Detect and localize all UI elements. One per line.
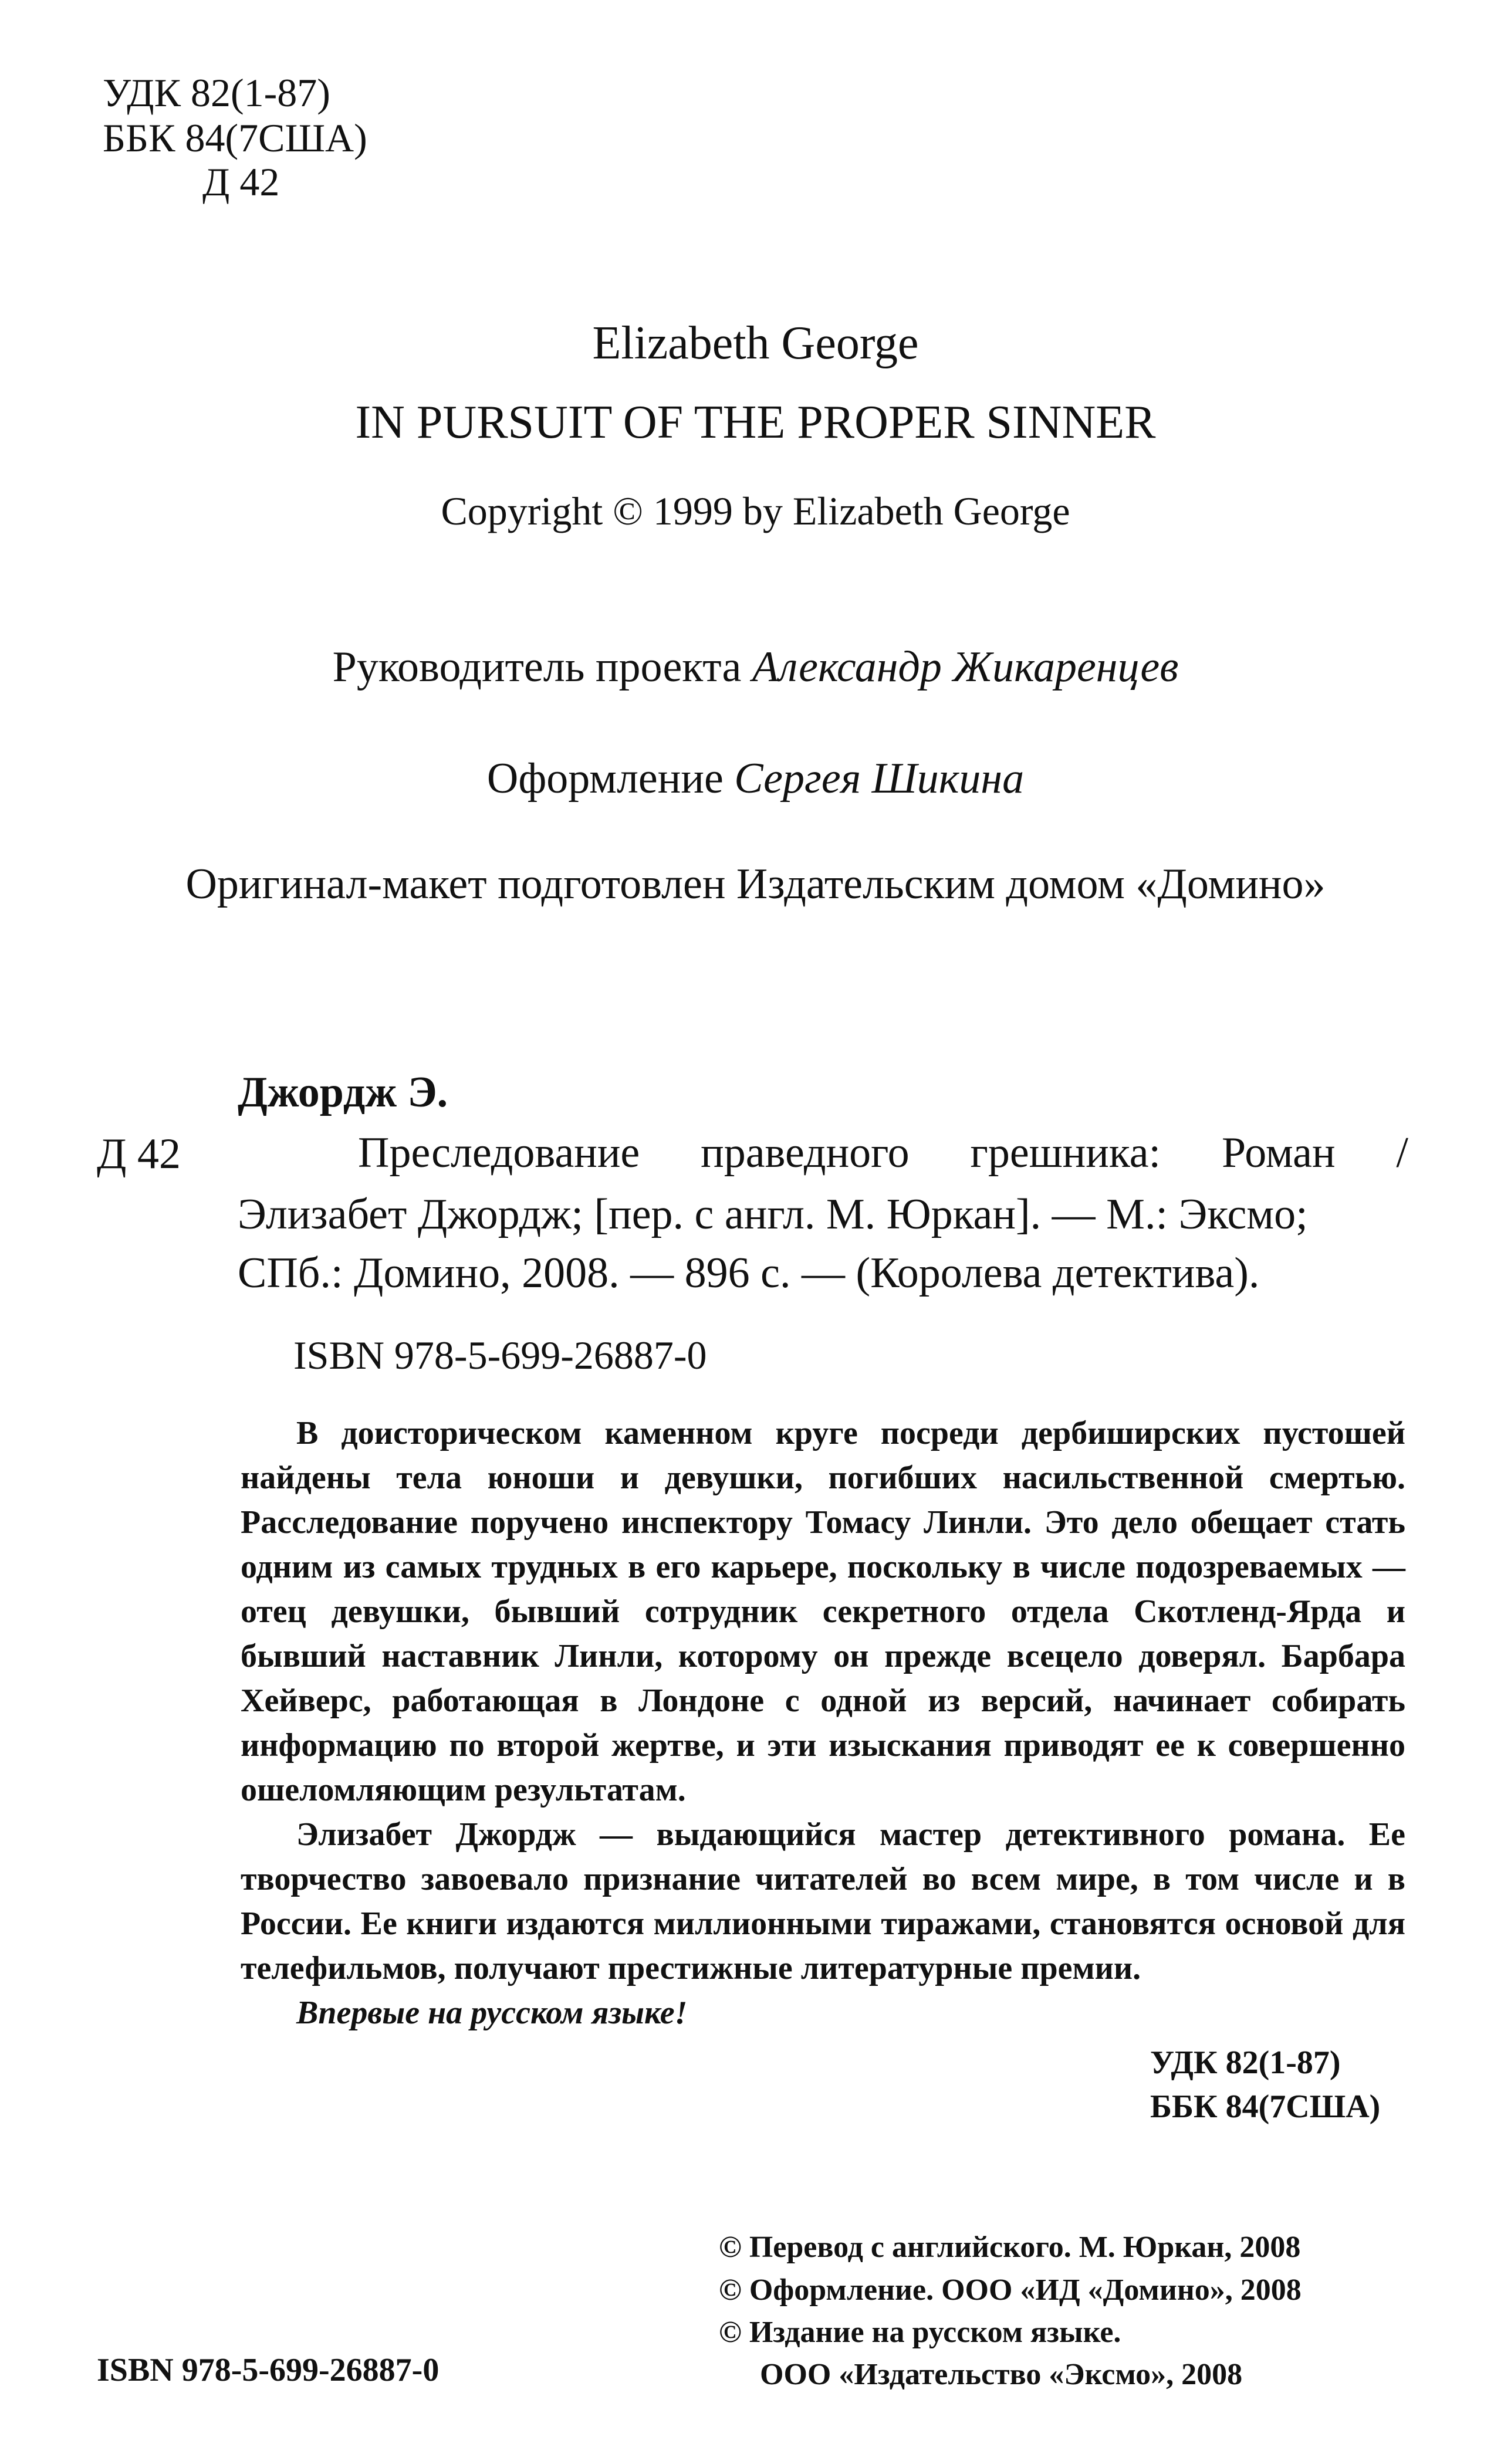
annotation-paragraph-2: Элизабет Джордж — выдающийся мастер детективного романа. Ее творчество завоевало признание читателей во всем мире, в том числе и в России. Ее книги издаются миллионными тиражами, становятся основой для телефильмов, получают престижные литературные премии. bbox=[241, 1816, 1405, 1986]
original-author: Elizabeth George bbox=[592, 317, 919, 369]
copyright-translation: © Перевод с английского. М. Юркан, 2008 bbox=[719, 2231, 1301, 2264]
entry-line-2: Элизабет Джордж; [пер. с англ. М. Юркан]. — М.: Эксмо; bbox=[238, 1190, 1308, 1238]
bbk-code-right: ББК 84(7США) bbox=[1150, 2089, 1381, 2125]
udk-code-right: УДК 82(1-87) bbox=[1150, 2045, 1341, 2081]
copyright-publisher: ООО «Издательство «Эксмо», 2008 bbox=[760, 2358, 1243, 2391]
isbn-bottom: ISBN 978-5-699-26887-0 bbox=[97, 2352, 440, 2388]
entry-mark: Д 42 bbox=[97, 1130, 181, 1178]
author-mark: Д 42 bbox=[202, 160, 280, 204]
design-credit bbox=[0, 754, 1511, 804]
entry-heading: Джордж Э. bbox=[238, 1068, 448, 1116]
layout-credit: Оригинал-макет подготовлен Издательским домом «Домино» bbox=[185, 860, 1326, 908]
annotation-paragraph-1: В доисторическом каменном круге посреди дербиширских пустошей найдены тела юноши и девушки, погибших насильственной смертью. Расследование поручено инспектору Томасу Линли. Это дело обещает стать одним из самых трудных в его карьере, поскольку в числе подозреваемых — отец девушки, бывший сотрудник секретного отдела Скотленд-Ярда и бывший наставник Линли, которому он прежде всецело доверял. Барбара Хейверс, работающая в Лондоне с одной из версий, начинает собирать информацию по второй жертве, и эти изыскания приводят ее к совершенно ошеломляющим результатам. bbox=[241, 1415, 1405, 1808]
design-label: Оформление bbox=[486, 754, 724, 803]
entry-line-1: Преследование праведного грешника: Роман / bbox=[358, 1129, 1408, 1177]
design-name: Сергея Шикина bbox=[734, 754, 1025, 803]
annotation bbox=[241, 1411, 1405, 2035]
original-copyright: Copyright © 1999 by Elizabeth George bbox=[441, 489, 1070, 533]
project-name: Александр Жикаренцев bbox=[752, 643, 1179, 691]
first-russian-text: Впервые на русском языке! bbox=[296, 1995, 688, 2031]
copyright-edition: © Издание на русском языке. bbox=[719, 2316, 1121, 2349]
entry-isbn: ISBN 978-5-699-26887-0 bbox=[293, 1333, 707, 1377]
project-credit bbox=[0, 642, 1511, 692]
bbk-code: ББК 84(7США) bbox=[103, 116, 367, 160]
copyright-design: © Оформление. ООО «ИД «Домино», 2008 bbox=[719, 2273, 1302, 2307]
first-russian-note bbox=[241, 1991, 1405, 2035]
project-label: Руководитель проекта bbox=[332, 643, 742, 691]
original-title: IN PURSUIT OF THE PROPER SINNER bbox=[355, 397, 1156, 448]
udk-code: УДК 82(1-87) bbox=[103, 70, 330, 115]
entry-line-3: СПб.: Домино, 2008. — 896 с. — (Королева детектива). bbox=[238, 1249, 1260, 1297]
